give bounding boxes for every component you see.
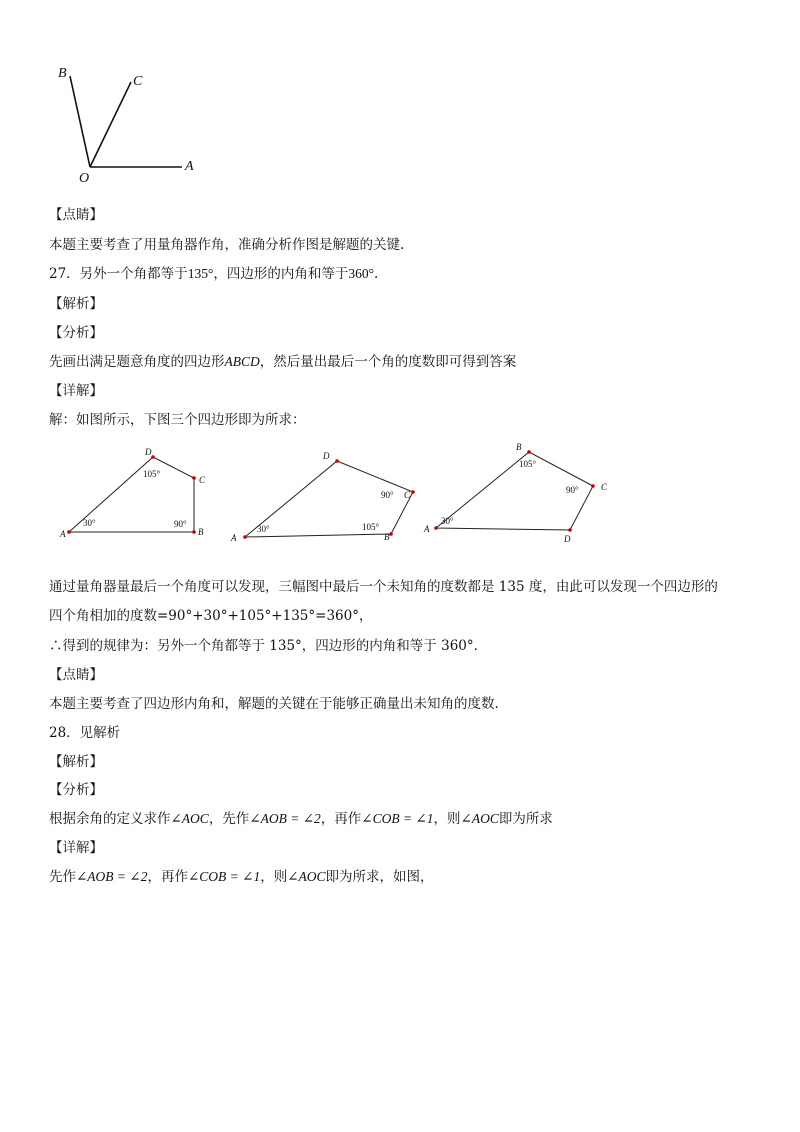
q27-end: . [374,266,379,282]
quad1-a3: 90° [174,519,187,529]
xj2-a: 先作 [49,869,76,885]
fenxi2-b: ，先作 [208,811,250,827]
fenxi-text-1 [49,353,516,371]
angle-figure [50,60,210,185]
q27-prefix: 27．另外一个角都等于 [49,266,188,282]
fenxi1-b: ，然后量出最后一个角的度数即可得到答案 [259,354,517,370]
label-c: C [133,74,143,89]
fenxi2-aoc1: ∠AOC [170,811,209,826]
quad2-v3: B [384,532,390,542]
question-27 [49,265,378,283]
quad3-a3: 30° [441,516,454,526]
quad1-v4: A [60,529,66,539]
quad2-v2: C [404,490,411,500]
fenxi2-aob: ∠AOB = ∠2 [249,811,321,826]
observation-2: 四个角相加的度数=90°+30°+105°+135°=360°， [49,608,373,624]
quad3-v1: B [516,442,522,452]
q27-deg2: 360° [348,266,374,281]
dianjing-heading-2: 【点睛】 [49,667,103,683]
fenxi-text-2 [49,810,553,828]
xj2-aoc: ∠AOC [287,869,326,884]
fenxi1-abcd: ABCD [224,354,260,369]
xiangjie-text-2 [49,868,434,886]
fenxi2-d: ，则 [433,811,461,827]
quad1-v3: B [198,527,204,537]
quadrilateral-3 [423,442,608,544]
dianjing-text-2: 本题主要考查了四边形内角和，解题的关键在于能够正确量出未知角的度数. [49,696,499,712]
ray-oc [90,82,131,167]
jiexi-heading-2: 【解析】 [49,754,103,770]
observation-3: ∴得到的规律为：另外一个角都等于 135°，四边形的内角和等于 360°. [49,638,478,654]
quad1-a1: 105° [143,469,161,479]
quad2-v4: A [231,533,237,543]
xiangjie-heading-1: 【详解】 [49,383,103,399]
fenxi2-a: 根据余角的定义求作 [49,811,171,827]
fenxi2-aoc2: ∠AOC [460,811,499,826]
xj2-aob: ∠AOB = ∠2 [76,869,148,884]
quad1-v2: C [199,475,206,485]
q27-mid: ，四边形的内角和等于 [213,266,349,282]
xj2-d: 即为所求，如图， [325,869,434,885]
xj2-b: ，再作 [147,869,188,885]
fenxi1-a: 先画出满足题意角度的四边形 [49,354,225,370]
label-o: O [79,171,90,185]
quad3-v3: D [564,534,571,544]
xiangjie-text-1: 解：如图所示，下图三个四边形即为所求： [49,412,306,428]
jiexi-heading-1: 【解析】 [49,296,103,312]
quad2-a2: 30° [257,524,270,534]
quad1-v1: D [145,447,152,457]
quad3-v4: A [424,524,430,534]
label-a: A [185,159,194,174]
xiangjie-heading-2: 【详解】 [49,840,103,856]
label-b: B [58,66,67,81]
quad1-a2: 30° [83,518,96,528]
quadrilateral-1 [59,447,206,539]
fenxi2-e: 即为所求 [498,811,553,827]
question-28: 28．见解析 [49,725,121,741]
dianjing-heading-1: 【点睛】 [49,207,103,223]
quad3-a1: 105° [519,459,537,469]
quad2-a3: 105° [362,522,380,532]
quad3-a2: 90° [566,485,579,495]
fenxi2-c: ，再作 [320,811,362,827]
quad2-v1: D [323,451,330,461]
ray-ob [70,76,90,167]
fenxi-heading-2: 【分析】 [49,782,103,798]
quadrilaterals-figure [40,435,640,550]
quad2-a1: 90° [381,490,394,500]
xj2-cob: ∠COB = ∠1 [187,869,261,884]
quad3-v2: C [601,482,608,492]
xj2-c: ，则 [260,869,288,885]
fenxi-heading-1: 【分析】 [49,325,103,341]
observation-1: 通过量角器量最后一个角度可以发现，三幅图中最后一个未知角的度数都是 135 度，由此可以发现一个四边形的 [49,579,718,595]
fenxi2-cob: ∠COB = ∠1 [361,811,434,826]
quadrilateral-2 [230,451,415,543]
dianjing-text-1: 本题主要考查了用量角器作角，准确分析作图是解题的关键. [49,237,405,253]
q27-deg1: 135° [187,266,214,281]
